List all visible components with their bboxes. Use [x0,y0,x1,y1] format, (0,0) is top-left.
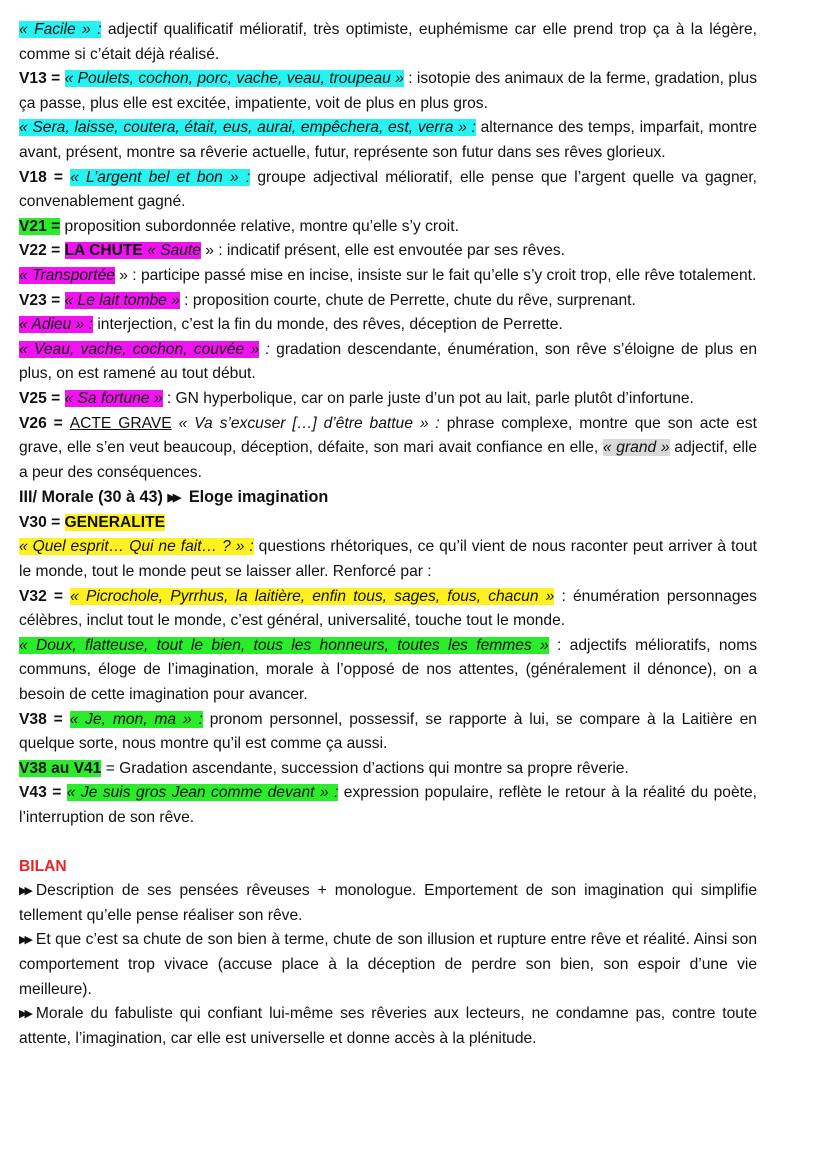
paragraph-transportee [19,264,757,289]
verse-label: V38 au V41 [19,759,102,777]
quote-highlight: « Sera, laisse, coutera, était, eus, aurai, empêchera, est, verra » : [19,119,476,137]
verse-label: V38 = [19,710,70,728]
paragraph-separator: : [259,340,277,358]
paragraph-adieu [19,313,757,338]
quote-highlight: « Doux, flatteuse, tout le bien, tous les honneurs, toutes les femmes » [19,636,549,654]
verse-label: V30 = [19,513,65,531]
paragraph-v38 [19,708,757,757]
paragraph-text: = Gradation ascendante, succession d’actions qui montre sa propre rêverie. [101,759,629,777]
verse-label: V25 = [19,389,65,407]
paragraph-text: : énumération personnages célèbres, inclut tout le monde, c’est général, universalité, touche tout le monde. [19,587,757,630]
paragraph-v38-v41 [19,757,757,782]
paragraph-text: : adjectifs mélioratifs, noms communs, éloge de l’imagination, morale à l’opposé de nos attentes, (généralement il dénonce), on a besoin de cette imagination pour avancer. [19,636,757,704]
paragraph-veau [19,338,757,387]
paragraph-text: adjectif, elle a peur des conséquences. [19,439,757,481]
quote-highlight: « Picrochole, Pyrrhus, la laitière, enfin tous, sages, fous, chacun » [70,587,555,605]
quote-highlight: « Transportée [19,266,115,284]
quote-highlight: « Sa fortune » [64,389,163,407]
paragraph-v18 [19,166,757,215]
acte-grave-label: ACTE GRAVE [69,414,172,432]
bilan-heading: BILAN [19,857,67,875]
bilan-item-text: Description de ses pensées rêveuses + monologue. Emportement de son imagination qui simplifie tellement qu’elle pense réaliser son rêve. [19,882,757,924]
quote-highlight: « Quel esprit… Qui ne fait… ? » : [19,538,254,556]
paragraph-v32 [19,585,757,634]
quote-highlight: « Veau, vache, cochon, couvée » [19,340,260,358]
quote-highlight: « Facile » : [19,21,102,38]
paragraph-text: groupe adjectival mélioratif, elle pense que l’argent quelle va gagner, convenablement gagné. [19,168,757,211]
generalite-badge: GENERALITE [64,513,166,531]
verse-label: V43 = [19,784,67,802]
paragraph-text: : GN hyperbolique, car on parle juste d’un pot au lait, parle plutôt d’infortune. [162,389,694,407]
quote-highlight: « L’argent bel et bon » : [70,168,251,186]
quote-highlight: « Le lait tombe » [64,291,180,309]
paragraph-v22 [19,239,757,264]
paragraph-v13 [19,67,757,116]
double-arrow-icon: ▶▶ [167,492,179,505]
double-arrow-icon: ▶▶ [19,934,30,947]
section-heading-morale [19,485,757,511]
paragraph-text: : isotopie des animaux de la ferme, gradation, plus ça passe, plus elle est excitée, impatiente, voit de plus en plus gros. [19,70,757,112]
paragraph-tenses [19,116,757,165]
paragraph-text: proposition subordonnée relative, montre qu’elle s’y croit. [60,217,459,235]
paragraph-quel-esprit [19,535,757,584]
section-title: III/ Morale (30 à 43) [19,488,163,507]
verse-label: V13 = [19,70,65,88]
paragraph-facile [19,18,757,67]
verse-label: V22 = [19,242,65,260]
paragraph-text: » : participe passé mise en incise, insiste sur le fait qu’elle s’y croit trop, elle rêve totalement. [114,266,757,284]
double-arrow-icon: ▶▶ [19,885,30,898]
paragraph-text: alternance des temps, imparfait, montre avant, présent, montre sa rêverie actuelle, futur, représente son futur dans ses rêves glorieux. [19,119,757,161]
bilan-item-text: Morale du fabuliste qui confiant lui-même ses rêveries aux lecteurs, ne condamne pas, contre toute attente, l’imagination, car elle est universelle et donne accès à la plénitude. [19,1005,757,1047]
paragraph-doux [19,634,757,708]
quote-highlight: « Adieu » : [19,316,93,334]
document-page [19,18,757,1051]
paragraph-v23 [19,289,757,314]
chute-badge: LA CHUTE [64,242,143,260]
verse-label: V21 = [19,217,61,235]
paragraph-v26 [19,412,757,486]
verse-label: V26 = [19,414,70,432]
quote-highlight: « Je suis gros Jean comme devant » : [66,784,339,802]
bilan-item [19,928,757,1002]
quote-highlight: « Poulets, cochon, porc, vache, veau, troupeau » [64,70,404,88]
verse-label: V18 = [19,168,71,186]
quote-text: « Va s’excuser […] d’être battue » : [171,414,440,432]
quote-highlight: « Je, mon, ma » : [69,710,203,728]
verse-label: V23 = [19,291,65,309]
bilan-item [19,879,757,928]
paragraph-text: questions rhétoriques, ce qu’il vient de nous raconter peut arriver à tout le monde, tout le monde peut se laisser aller. Renforcé par : [19,538,757,581]
bilan-item-text: Et que c’est sa chute de son bien à terme, chute de son illusion et rupture entre rêve et réalité. Ainsi son comportement trop vivace (accuse place à la déception de perdre son bien, son espoir d’une vie meilleure). [19,931,757,998]
verse-label: V32 = [19,587,71,605]
paragraph-text: pronom personnel, possessif, se rapporte à lui, se compare à la Laitière en quelque sorte, nous montre qu’il est comme ça aussi. [19,710,757,753]
paragraph-text: phrase complexe, montre que son acte est grave, elle s’en veut beaucoup, déception, défaite, son mari avait confiance en elle, [19,414,757,457]
paragraph-text: adjectif qualificatif mélioratif, très optimiste, euphémisme car elle prend trop ça à la légère, comme si c’était déjà réalisé. [19,21,757,63]
section-subtitle: Eloge imagination [184,488,329,507]
quote-highlight: « grand » [602,439,670,457]
paragraph-text: gradation descendante, énumération, son rêve s’éloigne de plus en plus, on est ramené au tout début. [19,340,757,383]
paragraph-v30 [19,511,757,536]
paragraph-v43 [19,781,757,830]
paragraph-text: expression populaire, reflète le retour à la réalité du poète, l’interruption de son rêve. [19,784,757,826]
paragraph-text: : proposition courte, chute de Perrette, chute du rêve, surprenant. [179,291,636,309]
quote-highlight: « Saute [142,242,201,260]
double-arrow-icon: ▶▶ [19,1008,30,1021]
bilan-item [19,1002,757,1051]
paragraph-text: interjection, c’est la fin du monde, des rêves, déception de Perrette. [92,316,563,334]
paragraph-v21 [19,215,757,240]
paragraph-text: » : indicatif présent, elle est envoutée par ses rêves. [200,242,565,260]
paragraph-v25 [19,387,757,412]
